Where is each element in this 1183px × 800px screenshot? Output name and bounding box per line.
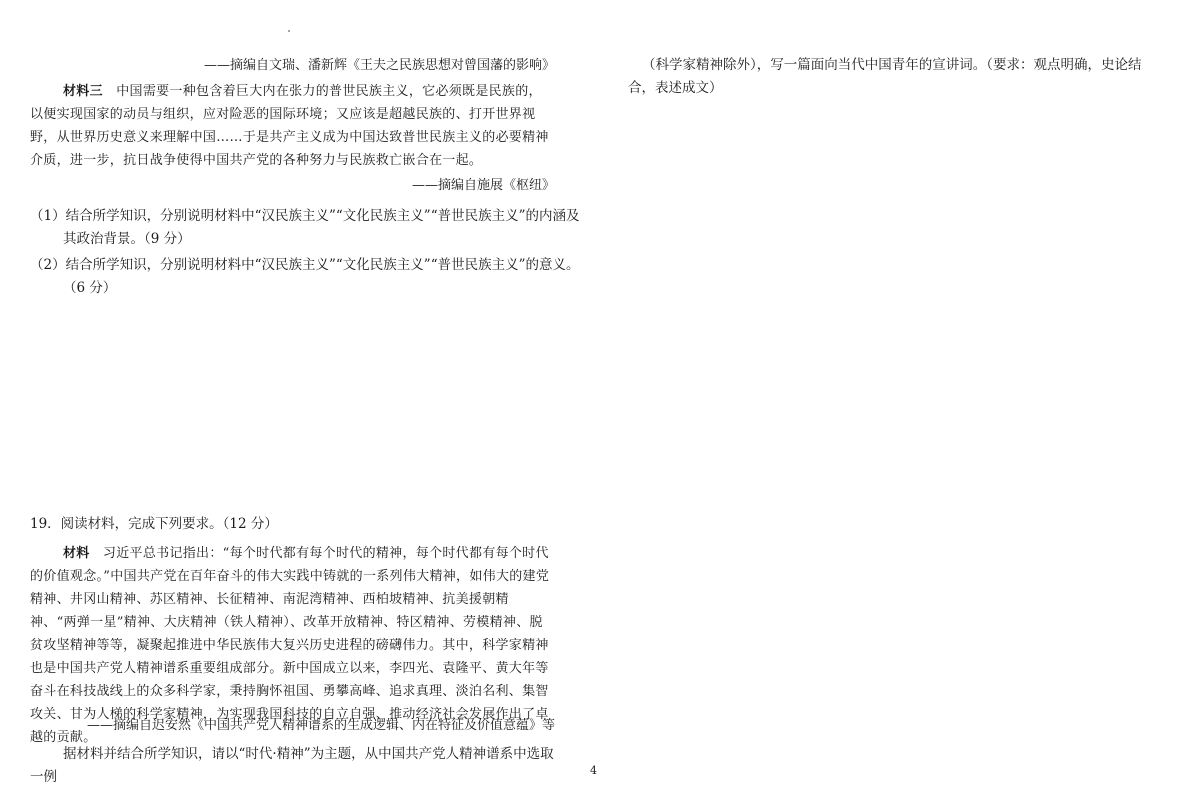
material-body: 习近平总书记指出：“每个时代都有每个时代的精神，每个时代都有每个时代的价值观念。”中国共产党在百年奋斗的伟大实践中铸就的一系列伟大精神，如伟大的建党精神、井冈山精神、苏区精神、长征精神、南泥湾精神、西柏坡精神、抗美援朝精神、“两弹一星”精神、大庆精神（铁人精神）、改革开放精神、特区精神、劳模精神、脱贫攻坚精神等等，凝聚起推进中华民族伟大复兴历史进程的磅礴伟力。其中，科学家精神也是中国共产党人精神谱系重要组成部分。新中国成立以来，李四光、袁隆平、黄大年等奋斗在科技战线上的众多科学家，秉持胸怀祖国、勇攀高峰、追求真理、淡泊名利、集智攻关、甘为人梯的科学家精神，为实现我国科技的自立自强、推动经济社会发展作出了卓越的贡献。 — [30, 546, 550, 745]
material-three-source: ——摘编自施展《枢纽》 — [411, 178, 555, 193]
question-19-title: 19．阅读材料，完成下列要求。（12 分） — [30, 516, 278, 532]
material-three-body: 中国需要一种包含着巨大内在张力的普世民族主义，它必须既是民族的，以便实现国家的动员与组织，应对险恶的国际环境；又应该是超越民族的、打开世界视野，从世界历史意义来理解中国……于是共产主义成为中国达致普世民族主义的必要精神介质，进一步，抗日战争使得中国共产党的各种努力与民族救亡嵌合在一起。 — [30, 84, 549, 168]
question-1: （1）结合所学知识，分别说明材料中“汉民族主义”“文化民族主义”“普世民族主义”的内涵及其政治背景。（9 分） — [30, 208, 580, 247]
material-label: 材料 — [63, 546, 90, 561]
task-instruction-start: 据材料并结合所学知识，请以“时代·精神”为主题，从中国共产党人精神谱系中选取一例 — [30, 746, 554, 785]
question-2: （2）结合所学知识，分别说明材料中“汉民族主义”“文化民族主义”“普世民族主义”的意义。（6 分） — [30, 257, 580, 296]
task-instruction-continued: （科学家精神除外），写一篇面向当代中国青年的宣讲词。（要求：观点明确，史论结合，表述成文） — [628, 57, 1142, 96]
source-citation-top: ——摘编自文瑞、潘新辉《王夫之民族思想对曾国藩的影响》 — [203, 58, 555, 73]
material-three — [30, 80, 555, 172]
material-source: ——摘编自迟安然《中国共产党人精神谱系的生成逻辑、内在特征及价值意蕴》等 — [86, 718, 555, 733]
page-number: 4 — [590, 764, 597, 777]
scan-dot — [288, 30, 290, 32]
material-three-label: 材料三 — [63, 84, 103, 99]
